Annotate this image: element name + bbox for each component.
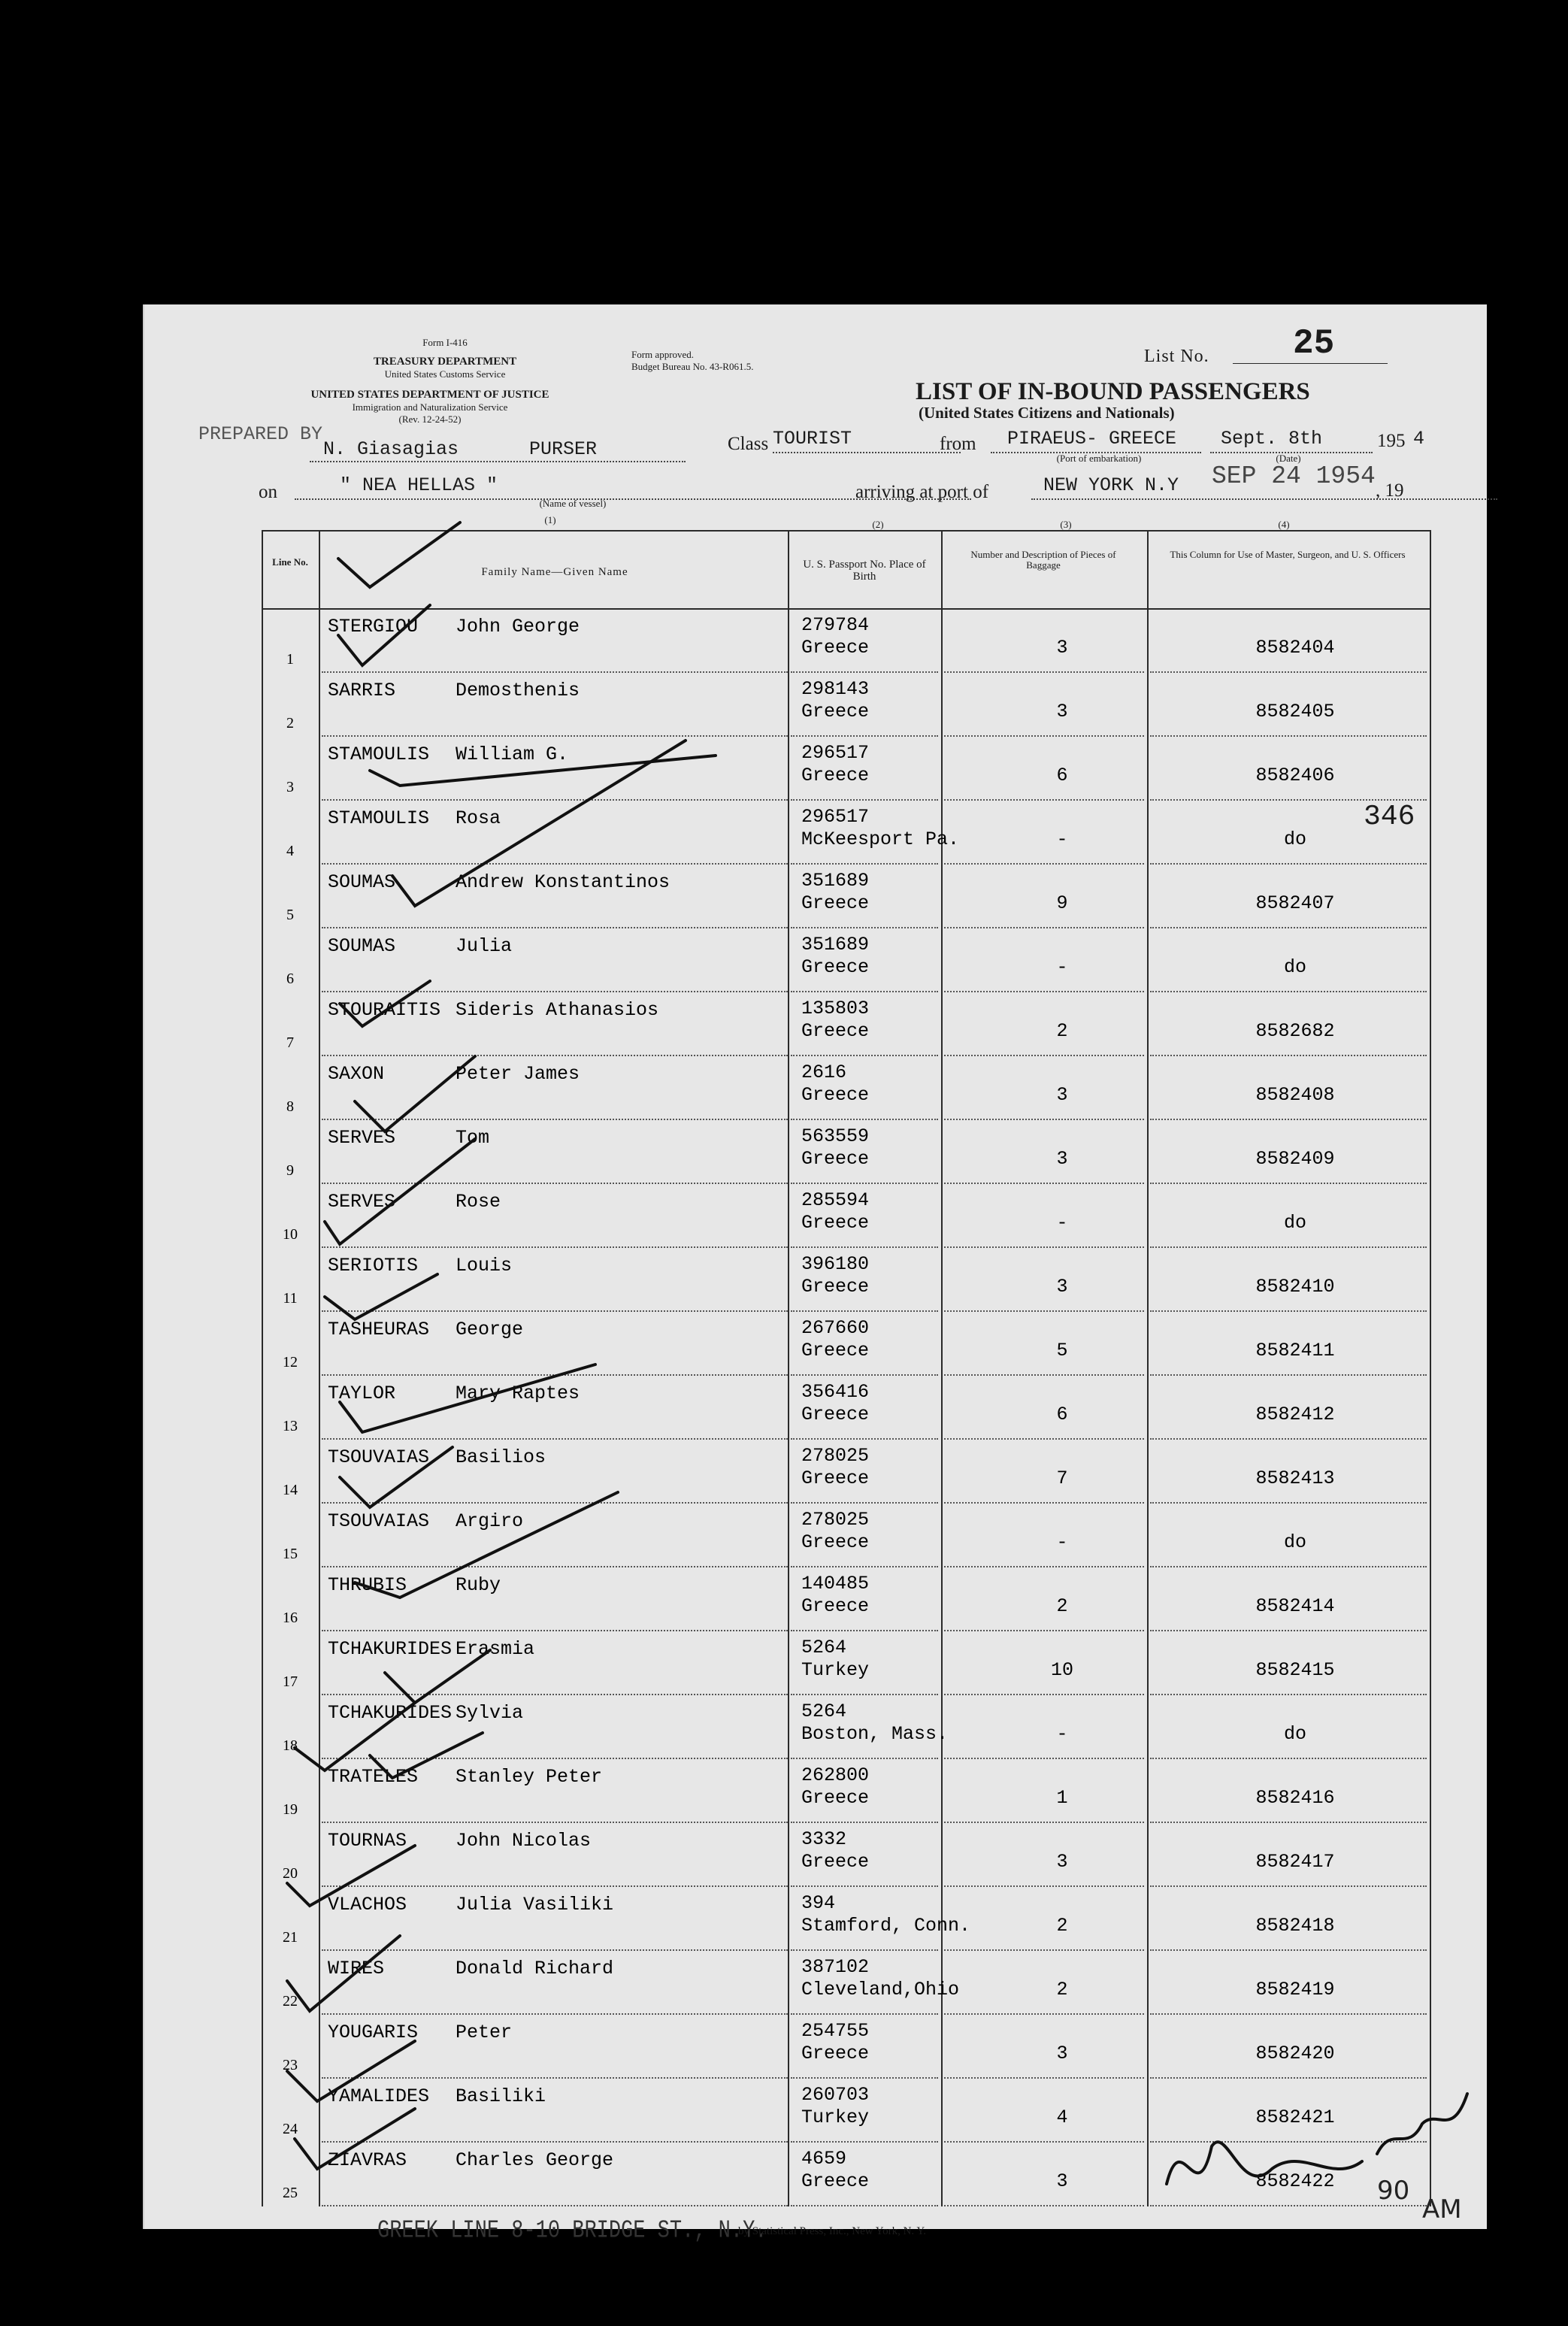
handwritten-note: AM [1422, 2194, 1462, 2225]
baggage-count: 2 [1056, 1979, 1068, 2000]
form-approved: Form approved. [631, 349, 695, 360]
line-number: 1 [286, 651, 294, 668]
vessel-caption: (Name of vessel) [539, 498, 607, 509]
line-number: 14 [283, 1482, 298, 1498]
passport-number: 351689 [801, 934, 870, 956]
family-name: SOUMAS [328, 871, 396, 893]
line-number: 5 [286, 907, 294, 923]
baggage-count: - [1056, 1723, 1068, 1745]
given-name: Rose [456, 1191, 501, 1213]
passport-number: 4659 [801, 2148, 847, 2170]
passport-number: 394 [801, 1892, 836, 1914]
form-subtitle: (United States Citizens and Nationals) [919, 404, 1175, 422]
officer-number: 8582406 [1255, 765, 1335, 786]
embarkation-date: Sept. 8th [1221, 428, 1323, 450]
given-name: Louis [456, 1255, 513, 1277]
family-name: ZIAVRAS [328, 2149, 407, 2171]
baggage-count: 2 [1056, 1595, 1068, 1617]
arrival-year: , 19 [1376, 480, 1404, 501]
baggage-count: - [1056, 1212, 1068, 1234]
officer-number: 8582409 [1255, 1148, 1335, 1170]
officer-number: 8582411 [1255, 1340, 1335, 1361]
list-number-label: List No. [1144, 347, 1209, 366]
family-name: TOURNAS [328, 1830, 407, 1852]
place-of-birth: Cleveland,Ohio [801, 1979, 960, 2000]
line-number: 13 [283, 1418, 298, 1434]
handwritten-checkmarks [144, 304, 1487, 2229]
given-name: Stanley Peter [456, 1766, 603, 1788]
officer-number: 8582417 [1255, 1851, 1335, 1873]
embarkation-port: PIRAEUS- GREECE [1007, 428, 1177, 450]
baggage-count: 9 [1056, 892, 1068, 914]
baggage-count: 7 [1056, 1467, 1068, 1489]
baggage-count: 3 [1056, 1851, 1068, 1873]
line-number: 10 [283, 1226, 298, 1243]
passport-number: 285594 [801, 1189, 870, 1211]
place-of-birth: Greece [801, 637, 870, 659]
passenger-list-form [143, 304, 1487, 2246]
officer-number: 8582420 [1255, 2043, 1335, 2064]
baggage-count: 3 [1056, 1276, 1068, 1298]
line-number: 20 [283, 1865, 298, 1882]
form-number: Form I-416 [422, 337, 468, 348]
given-name: George [456, 1319, 524, 1340]
passport-number: 296517 [801, 742, 870, 764]
passport-number: 278025 [801, 1509, 870, 1531]
baggage-count: 3 [1056, 1148, 1068, 1170]
baggage-count: 3 [1056, 2170, 1068, 2192]
passport-number: 387102 [801, 1956, 870, 1978]
prepared-by-role: PURSER [529, 438, 598, 460]
printer-credit: by Statistical Press, Inc., New York, N. Y. [738, 2225, 926, 2237]
place-of-birth: Greece [801, 2043, 870, 2064]
port-caption: (Port of embarkation) [1056, 453, 1142, 464]
family-name: SERIOTIS [328, 1255, 419, 1277]
given-name: Argiro [456, 1510, 524, 1532]
baggage-count: 10 [1050, 1659, 1073, 1681]
family-name: STOURAITIS [328, 999, 441, 1021]
place-of-birth: McKeesport Pa. [801, 828, 960, 850]
place-of-birth: Greece [801, 765, 870, 786]
place-of-birth: Greece [801, 1787, 870, 1809]
family-name: STAMOULIS [328, 744, 430, 765]
passport-number: 262800 [801, 1764, 870, 1786]
given-name: Donald Richard [456, 1958, 614, 1979]
baggage-count: 3 [1056, 701, 1068, 722]
line-number: 9 [286, 1162, 294, 1179]
agency-customs: United States Customs Service [384, 368, 506, 380]
officer-number: do [1283, 1531, 1306, 1553]
passport-number: 356416 [801, 1381, 870, 1403]
family-name: YOUGARIS [328, 2022, 419, 2043]
header-family-given-name: Family Name—Given Name [481, 566, 628, 578]
place-of-birth: Greece [801, 1084, 870, 1106]
col-ref-3: (3) [1060, 519, 1072, 530]
from-label: from [940, 434, 976, 454]
agency-justice: UNITED STATES DEPARTMENT OF JUSTICE [310, 389, 549, 401]
baggage-count: 3 [1056, 1084, 1068, 1106]
shipping-line-stamp: GREEK LINE 8-10 BRIDGE ST., N.Y. [377, 2217, 767, 2246]
baggage-count: 3 [1056, 2043, 1068, 2064]
class-label: Class [728, 434, 769, 454]
passport-number: 396180 [801, 1253, 870, 1275]
given-name: Charles George [456, 2149, 614, 2171]
line-number: 2 [286, 715, 294, 731]
place-of-birth: Greece [801, 1276, 870, 1298]
passport-number: 298143 [801, 678, 870, 700]
given-name: Julia Vasiliki [456, 1894, 614, 1916]
officer-number: 8582413 [1255, 1467, 1335, 1489]
header-baggage: Number and Description of Pieces of Baggage [970, 549, 1116, 571]
family-name: TCHAKURIDES [328, 1702, 453, 1724]
passport-number: 5264 [801, 1701, 847, 1722]
line-number: 23 [283, 2057, 298, 2073]
officer-number: 8582405 [1255, 701, 1335, 722]
officer-number: 8582408 [1255, 1084, 1335, 1106]
family-name: TAYLOR [328, 1383, 396, 1404]
family-name: TCHAKURIDES [328, 1638, 453, 1660]
col-ref-4: (4) [1278, 519, 1290, 530]
officer-number: 8582419 [1255, 1979, 1335, 2000]
date-caption: (Date) [1276, 453, 1301, 464]
line-number: 17 [283, 1673, 298, 1690]
line-number: 24 [283, 2121, 298, 2137]
place-of-birth: Greece [801, 1531, 870, 1553]
baggage-count: 2 [1056, 1915, 1068, 1937]
given-name: Julia [456, 935, 513, 957]
passport-number: 5264 [801, 1637, 847, 1658]
year-digit: 4 [1413, 428, 1425, 450]
header-passport-birthplace: U. S. Passport No. Place of Birth [803, 559, 926, 583]
line-number: 19 [283, 1801, 298, 1818]
given-name: Peter James [456, 1063, 580, 1085]
family-name: WIRES [328, 1958, 385, 1979]
arriving-label: arriving at port of [855, 482, 989, 502]
line-number: 6 [286, 971, 294, 987]
place-of-birth: Greece [801, 1404, 870, 1425]
place-of-birth: Greece [801, 2170, 870, 2192]
given-name: Mary Raptes [456, 1383, 580, 1404]
officer-number: 8582415 [1255, 1659, 1335, 1681]
officer-number: 8582407 [1255, 892, 1335, 914]
agency-treasury: TREASURY DEPARTMENT [373, 356, 517, 368]
baggage-count: 6 [1056, 765, 1068, 786]
header-officer-use: This Column for Use of Master, Surgeon, and U. S. Officers [1170, 549, 1406, 560]
line-number: 21 [283, 1929, 298, 1946]
given-name: Tom [456, 1127, 490, 1149]
prepared-label: PREPARED BY [198, 423, 323, 445]
officer-number: do [1283, 1212, 1306, 1234]
passport-number: 296517 [801, 806, 870, 828]
passport-number: 140485 [801, 1573, 870, 1595]
family-name: STAMOULIS [328, 807, 430, 829]
line-number: 8 [286, 1098, 294, 1115]
family-name: YAMALIDES [328, 2085, 430, 2107]
place-of-birth: Greece [801, 1020, 870, 1042]
baggage-count: 6 [1056, 1404, 1068, 1425]
given-name: Erasmia [456, 1638, 535, 1660]
baggage-count: 3 [1056, 637, 1068, 659]
arrival-date-stamp: SEP 24 1954 [1212, 462, 1376, 490]
officer-number: 8582422 [1255, 2170, 1335, 2192]
line-number: 4 [286, 843, 294, 859]
line-number: 22 [283, 1993, 298, 2010]
place-of-birth: Greece [801, 1595, 870, 1617]
family-name: TSOUVAIAS [328, 1510, 430, 1532]
given-name: Demosthenis [456, 680, 580, 701]
baggage-count: 1 [1056, 1787, 1068, 1809]
budget-bureau: Budget Bureau No. 43-R061.5. [631, 361, 754, 372]
family-name: SERVES [328, 1191, 396, 1213]
officer-number: 8582418 [1255, 1915, 1335, 1937]
officer-number: 8582412 [1255, 1404, 1335, 1425]
baggage-count: - [1056, 1531, 1068, 1553]
family-name: SARRIS [328, 680, 396, 701]
place-of-birth: Greece [801, 1467, 870, 1489]
officer-number: 8582682 [1255, 1020, 1335, 1042]
passport-number: 278025 [801, 1445, 870, 1467]
page-number: 346 [1364, 801, 1415, 833]
place-of-birth: Greece [801, 701, 870, 722]
line-number: 12 [283, 1354, 298, 1370]
given-name: Rosa [456, 807, 501, 829]
header-line-no: Line No. [272, 556, 308, 568]
place-of-birth: Greece [801, 1340, 870, 1361]
family-name: VLACHOS [328, 1894, 407, 1916]
arrival-port: NEW YORK N.Y [1043, 474, 1179, 496]
officer-number: do [1283, 956, 1306, 978]
passport-number: 563559 [801, 1125, 870, 1147]
officer-number: 8582416 [1255, 1787, 1335, 1809]
given-name: John George [456, 616, 580, 638]
line-number: 16 [283, 1610, 298, 1626]
family-name: STERGIOU [328, 616, 419, 638]
passport-number: 267660 [801, 1317, 870, 1339]
place-of-birth: Greece [801, 1212, 870, 1234]
given-name: Peter [456, 2022, 513, 2043]
family-name: SOUMAS [328, 935, 396, 957]
baggage-count: 4 [1056, 2106, 1068, 2128]
given-name: Sylvia [456, 1702, 524, 1724]
baggage-count: 2 [1056, 1020, 1068, 1042]
line-number: 15 [283, 1546, 298, 1562]
officer-number: 8582414 [1255, 1595, 1335, 1617]
line-number: 25 [283, 2185, 298, 2201]
form-revision: (Rev. 12-24-52) [398, 413, 462, 425]
place-of-birth: Greece [801, 892, 870, 914]
place-of-birth: Greece [801, 1851, 870, 1873]
line-number: 11 [283, 1290, 298, 1307]
officer-number: do [1283, 1723, 1306, 1745]
list-number: 25 [1293, 324, 1335, 363]
given-name: Andrew Konstantinos [456, 871, 670, 893]
form-title: LIST OF IN-BOUND PASSENGERS [916, 378, 1310, 405]
family-name: SAXON [328, 1063, 385, 1085]
line-number: 7 [286, 1034, 294, 1051]
family-name: THRUBIS [328, 1574, 407, 1596]
baggage-count: - [1056, 828, 1068, 850]
vessel-name: " NEA HELLAS " [340, 474, 498, 496]
class-value: TOURIST [773, 428, 852, 450]
given-name: Basilios [456, 1446, 546, 1468]
passport-number: 2616 [801, 1062, 847, 1083]
family-name: TSOUVAIAS [328, 1446, 430, 1468]
officer-number: 8582410 [1255, 1276, 1335, 1298]
officer-number: do [1283, 828, 1306, 850]
given-name: Ruby [456, 1574, 501, 1596]
baggage-count: 5 [1056, 1340, 1068, 1361]
given-name: Basiliki [456, 2085, 546, 2107]
given-name: Sideris Athanasios [456, 999, 659, 1021]
col-ref-2: (2) [872, 519, 884, 530]
family-name: TRATELES [328, 1766, 419, 1788]
line-number: 18 [283, 1737, 298, 1754]
passport-number: 260703 [801, 2084, 870, 2106]
given-name: William G. [456, 744, 569, 765]
on-label: on [259, 482, 277, 502]
family-name: SERVES [328, 1127, 396, 1149]
agency-ins: Immigration and Naturalization Service [352, 401, 508, 413]
handwritten-note: 90 [1377, 2176, 1410, 2206]
given-name: John Nicolas [456, 1830, 592, 1852]
officer-number: 8582404 [1255, 637, 1335, 659]
passport-number: 3332 [801, 1828, 847, 1850]
passport-number: 279784 [801, 614, 870, 636]
place-of-birth: Stamford, Conn. [801, 1915, 971, 1937]
passport-number: 254755 [801, 2020, 870, 2042]
prepared-by-name: N. Giasagias [323, 438, 459, 460]
baggage-count: - [1056, 956, 1068, 978]
line-number: 3 [286, 779, 294, 795]
year-prefix: 195 [1377, 431, 1406, 451]
place-of-birth: Turkey [801, 1659, 870, 1681]
col-ref-1: (1) [544, 514, 556, 525]
passport-number: 135803 [801, 998, 870, 1019]
family-name: TASHEURAS [328, 1319, 430, 1340]
place-of-birth: Boston, Mass. [801, 1723, 949, 1745]
place-of-birth: Greece [801, 956, 870, 978]
passport-number: 351689 [801, 870, 870, 892]
place-of-birth: Greece [801, 1148, 870, 1170]
place-of-birth: Turkey [801, 2106, 870, 2128]
officer-number: 8582421 [1255, 2106, 1335, 2128]
